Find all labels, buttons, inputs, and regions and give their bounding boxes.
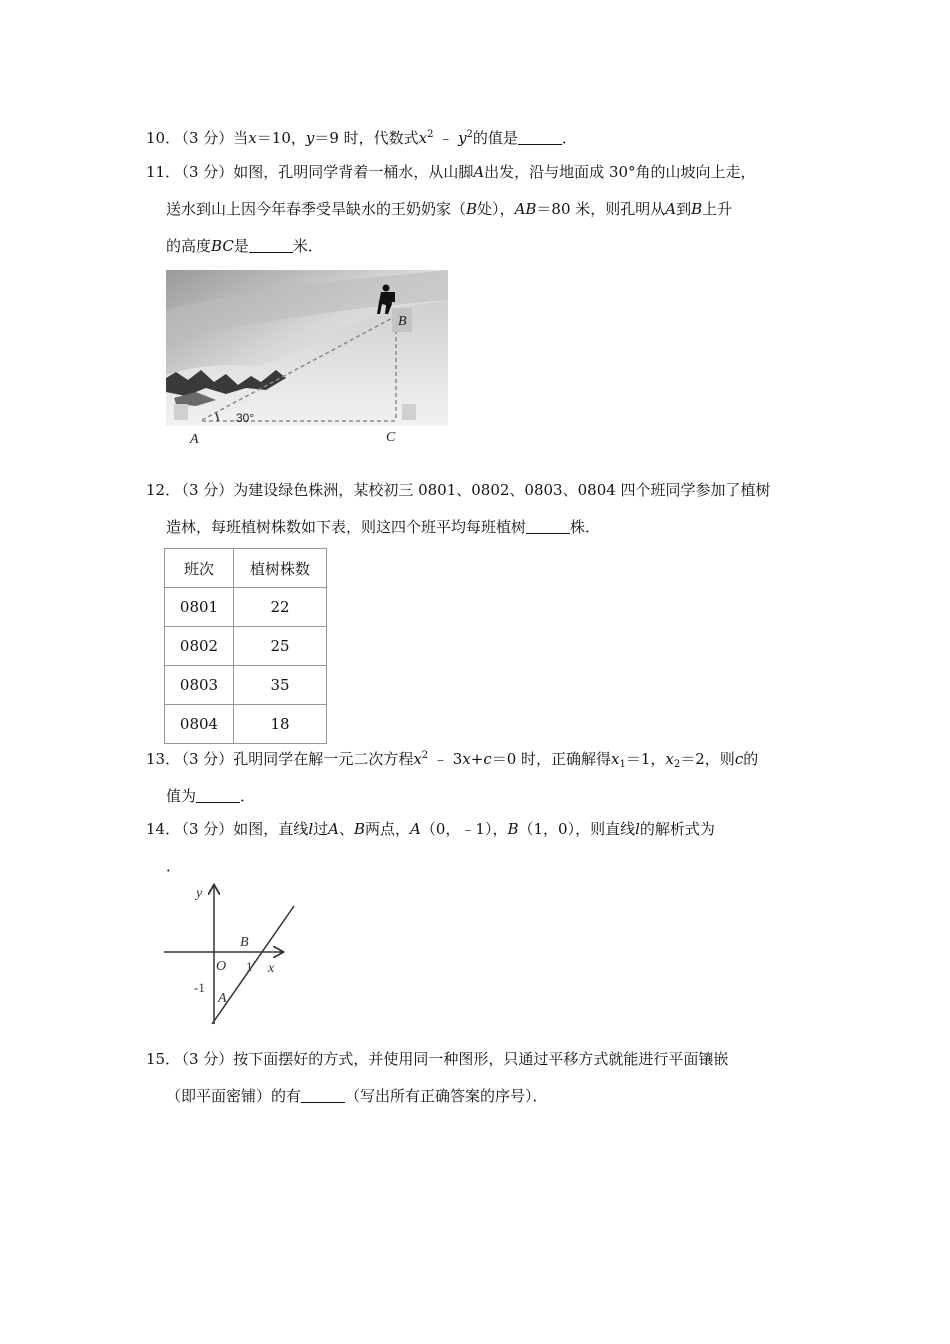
question-number: 12． bbox=[146, 481, 181, 499]
mountain-slope-figure bbox=[166, 270, 452, 450]
table-row bbox=[165, 705, 327, 744]
x-axis-label: x bbox=[268, 961, 275, 976]
x-tick-label: 1 bbox=[246, 959, 253, 974]
label-B: B bbox=[398, 314, 407, 329]
class-cell: 0803 bbox=[165, 666, 234, 705]
table-row bbox=[165, 627, 327, 666]
question-13-line-2: 值为 ． bbox=[166, 787, 256, 805]
count-cell: 22 bbox=[234, 588, 327, 627]
answer-blank bbox=[526, 519, 570, 534]
question-number: 14． bbox=[146, 820, 181, 838]
class-cell: 0804 bbox=[165, 705, 234, 744]
question-number: 15． bbox=[146, 1050, 181, 1068]
table-header-cell: 植树株数 bbox=[234, 549, 327, 588]
label-C: C bbox=[386, 430, 396, 445]
count-cell: 35 bbox=[234, 666, 327, 705]
tree-planting-table bbox=[164, 548, 327, 744]
answer-blank bbox=[196, 788, 240, 803]
count-cell: 18 bbox=[234, 705, 327, 744]
question-11-line-3: 的高度BC是 米． bbox=[166, 237, 323, 255]
class-cell: 0801 bbox=[165, 588, 234, 627]
table-row bbox=[165, 666, 327, 705]
class-cell: 0802 bbox=[165, 627, 234, 666]
point-B-label: B bbox=[240, 935, 249, 950]
photo-marker bbox=[174, 404, 188, 420]
label-A: A bbox=[190, 432, 199, 447]
question-14-line-1: 14．（3 分）如图，直线l过A、B两点，A（0，﹣1），B（1，0），则直线l的解析式为 bbox=[146, 820, 715, 838]
question-12-line-2: 造林，每班植树株数如下表，则这四个班平均每班植树 株． bbox=[166, 518, 601, 536]
photo-marker bbox=[402, 404, 416, 420]
line-graph-figure bbox=[160, 880, 310, 1030]
answer-blank bbox=[301, 1088, 345, 1103]
answer-blank bbox=[518, 130, 562, 145]
origin-label: O bbox=[216, 959, 227, 974]
question-number: 10． bbox=[146, 129, 181, 147]
question-12-line-1: 12．（3 分）为建设绿色株洲，某校初三 0801、0802、0803、0804 四个班同学参加了植树 bbox=[146, 481, 771, 499]
table-row bbox=[165, 588, 327, 627]
answer-blank bbox=[249, 238, 293, 253]
question-15-line-1: 15．（3 分）按下面摆好的方式，并使用同一种图形，只通过平移方式就能进行平面镶嵌 bbox=[146, 1050, 729, 1068]
y-axis-label: y bbox=[196, 886, 203, 901]
question-15-line-2: （即平面密铺）的有 （写出所有正确答案的序号）． bbox=[166, 1087, 548, 1105]
table-header-row bbox=[165, 549, 327, 588]
question-13-line-1: 13．（3 分）孔明同学在解一元二次方程$x^2$ ﹣ 3x+c＝0 时，正确解得$x_1=1$，$x_2=2$，则c的 bbox=[146, 750, 759, 770]
y-tick-label: -1 bbox=[194, 980, 205, 995]
question-11-line-2: 送水到山上因今年春季受旱缺水的王奶奶家（B处），AB＝80 米，则孔明从A到B上升 bbox=[166, 200, 733, 218]
point-A-label: A bbox=[218, 991, 227, 1006]
count-cell: 25 bbox=[234, 627, 327, 666]
question-14-line-2: ． bbox=[166, 857, 182, 875]
table-header-cell: 班次 bbox=[165, 549, 234, 588]
question-11-line-1: 11．（3 分）如图，孔明同学背着一桶水，从山脚A出发，沿与地面成 30°角的山坡向上走， bbox=[146, 163, 756, 181]
question-number: 11． bbox=[146, 163, 181, 181]
angle-label: 30° bbox=[236, 411, 255, 425]
question-10: 10．（3 分）当x＝10，y＝9 时，代数式$x^2$ ﹣ $y^2$的值是 ． bbox=[146, 129, 577, 147]
question-number: 13． bbox=[146, 750, 181, 768]
